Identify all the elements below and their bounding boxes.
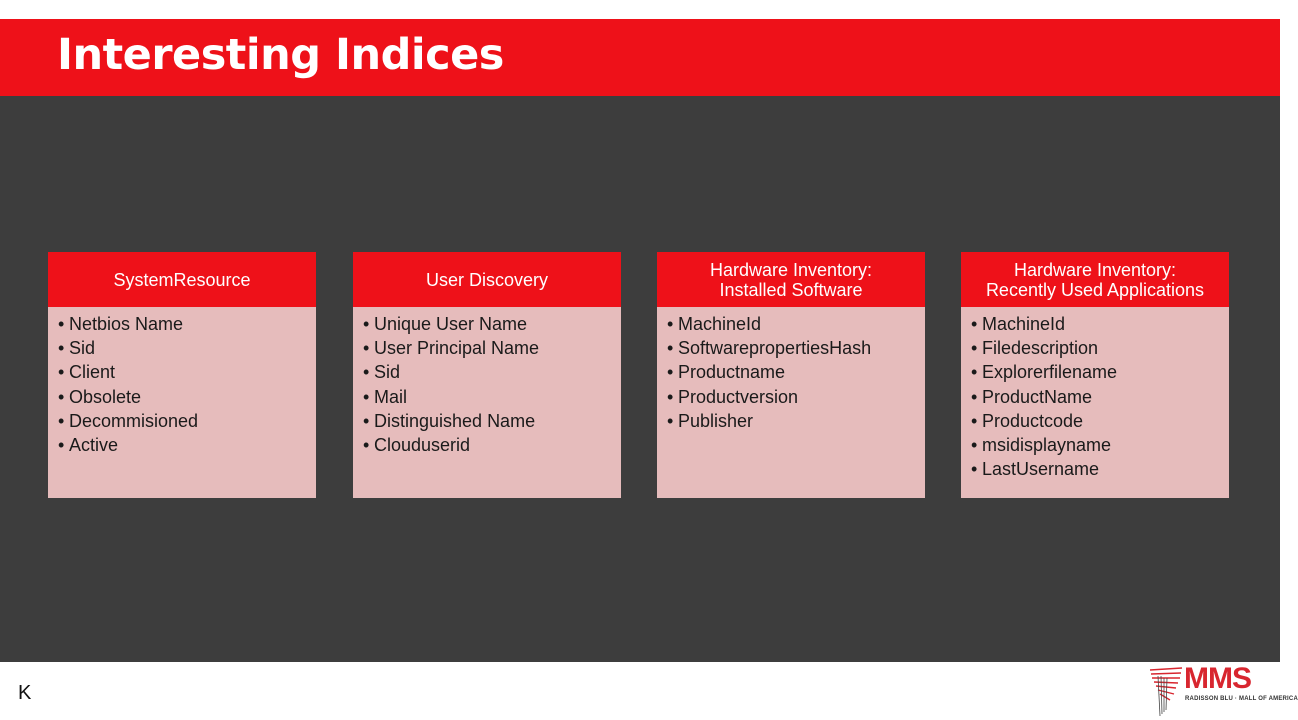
list-item: • msidisplayname [971,435,1112,456]
list-item-text: User Principal Name [374,338,540,359]
card-header [961,252,1229,307]
list-item: • Mail [363,386,408,407]
list-item: • User Principal Name [363,338,540,359]
list-item-text: Sid [69,338,96,359]
list-item-text: Active [69,435,119,456]
card-systemresource [48,252,316,498]
card-list [657,307,925,433]
list-item-text: SoftwarepropertiesHash [678,338,872,359]
list-item-text: Obsolete [69,386,142,407]
list-item-text: MachineId [678,314,762,334]
list-item-text: Productcode [982,410,1084,431]
list-item: • SoftwarepropertiesHash [667,338,872,359]
list-item-text: Sid [374,362,401,383]
list-item-text: MachineId [982,314,1066,334]
list-item-text: Client [69,362,116,383]
list-item: • Sid [58,338,96,359]
card-header-line: User Discovery [425,269,549,290]
list-item: • Filedescription [971,338,1099,359]
card-user-discovery [353,252,621,498]
list-item: • Productcode [971,410,1084,431]
list-item: • LastUsername [971,459,1100,480]
card-header-line: SystemResource [113,269,251,290]
slide-title: Interesting Indices [57,30,504,80]
list-item: • Netbios Name [58,314,184,334]
list-item-text: Mail [374,386,408,407]
list-item: • ProductName [971,386,1093,407]
card-header-line: Hardware Inventory: [1013,259,1177,280]
card-list [48,307,316,457]
card-installed-software [657,252,925,498]
card-header-line: Recently Used Applications [985,279,1205,300]
card-list [961,307,1229,481]
list-item: • Decommisioned [58,410,199,431]
list-item-text: Clouduserid [374,435,471,456]
list-item: • MachineId [971,314,1066,334]
list-item: • Active [58,435,119,456]
list-item: • MachineId [667,314,762,334]
list-item: • Client [58,362,116,383]
list-item-text: Explorerfilename [982,362,1118,383]
logo-subtitle: RADISSON BLU · MALL OF AMERICA [1185,696,1298,702]
list-item-text: ProductName [982,386,1093,407]
list-item: • Productversion [667,386,799,407]
list-item-text: Publisher [678,410,754,431]
list-item: • Sid [363,362,401,383]
card-header [353,252,621,307]
list-item-text: msidisplayname [982,435,1112,456]
card-header [48,252,316,307]
list-item: • Unique User Name [363,314,528,334]
card-list [353,307,621,457]
list-item-text: Productname [678,362,786,383]
list-item-text: Distinguished Name [374,410,536,431]
card-header-line: Installed Software [719,279,863,300]
card-recently-used-applications [961,252,1229,498]
list-item: • Publisher [667,410,754,431]
list-item-text: Decommisioned [69,410,199,431]
list-item-text: Productversion [678,386,799,407]
mms-logo [1148,662,1298,718]
list-item-text: Unique User Name [374,314,528,334]
list-item-text: Filedescription [982,338,1099,359]
footer-letter: K [18,682,32,704]
list-item-text: LastUsername [982,459,1100,480]
list-item: • Distinguished Name [363,410,536,431]
card-header [657,252,925,307]
list-item: • Explorerfilename [971,362,1118,383]
list-item: • Clouduserid [363,435,471,456]
card-header-line: Hardware Inventory: [709,259,873,280]
logo-wing-icon [1148,664,1184,718]
list-item: • Obsolete [58,386,142,407]
list-item: • Productname [667,362,786,383]
list-item-text: Netbios Name [69,314,184,334]
logo-text: MMS [1184,662,1251,695]
